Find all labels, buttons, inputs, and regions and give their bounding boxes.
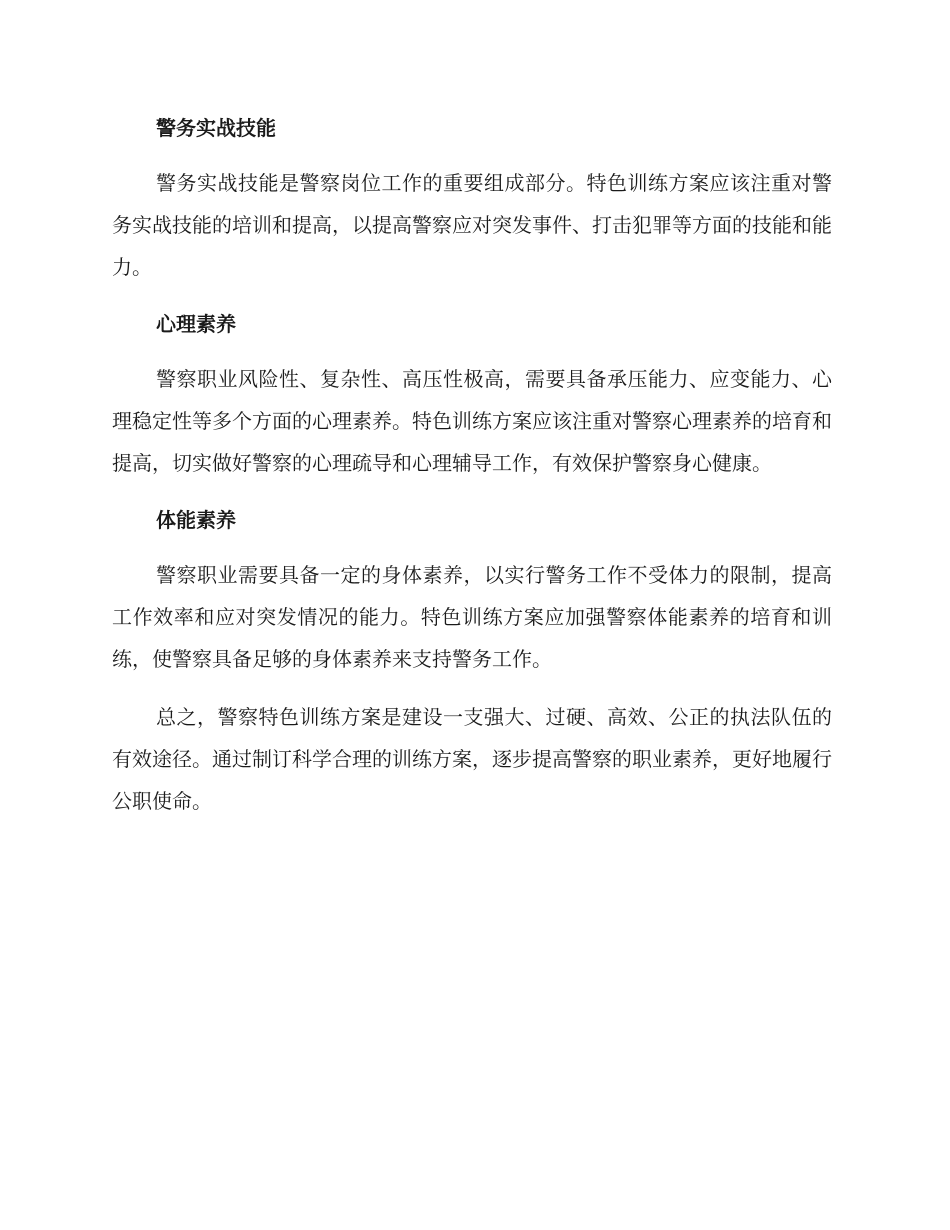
section-paragraph-practical-skills: 警务实战技能是警察岗位工作的重要组成部分。特色训练方案应该注重对警务实战技能的培训和提高，以提高警察应对突发事件、打击犯罪等方面的技能和能力。 bbox=[112, 171, 832, 279]
section-paragraph-psychological: 警察职业风险性、复杂性、高压性极高，需要具备承压能力、应变能力、心理稳定性等多个方面的心理素养。特色训练方案应该注重对警察心理素养的培育和提高，切实做好警察的心理疏导和心理辅导工作，有效保护警察身心健康。 bbox=[112, 367, 832, 475]
document-body bbox=[112, 108, 832, 822]
section-heading-practical-skills: 警务实战技能 bbox=[156, 116, 276, 140]
section-heading-psychological: 心理素养 bbox=[156, 312, 236, 336]
section-paragraph-physical: 警察职业需要具备一定的身体素养，以实行警务工作不受体力的限制，提高工作效率和应对突发情况的能力。特色训练方案应加强警察体能素养的培育和训练，使警察具备足够的身体素养来支持警务工作。 bbox=[112, 563, 832, 671]
section-heading-physical: 体能素养 bbox=[156, 508, 236, 532]
conclusion-paragraph: 总之，警察特色训练方案是建设一支强大、过硬、高效、公正的执法队伍的有效途径。通过制订科学合理的训练方案，逐步提高警察的职业素养，更好地履行公职使命。 bbox=[112, 705, 832, 813]
